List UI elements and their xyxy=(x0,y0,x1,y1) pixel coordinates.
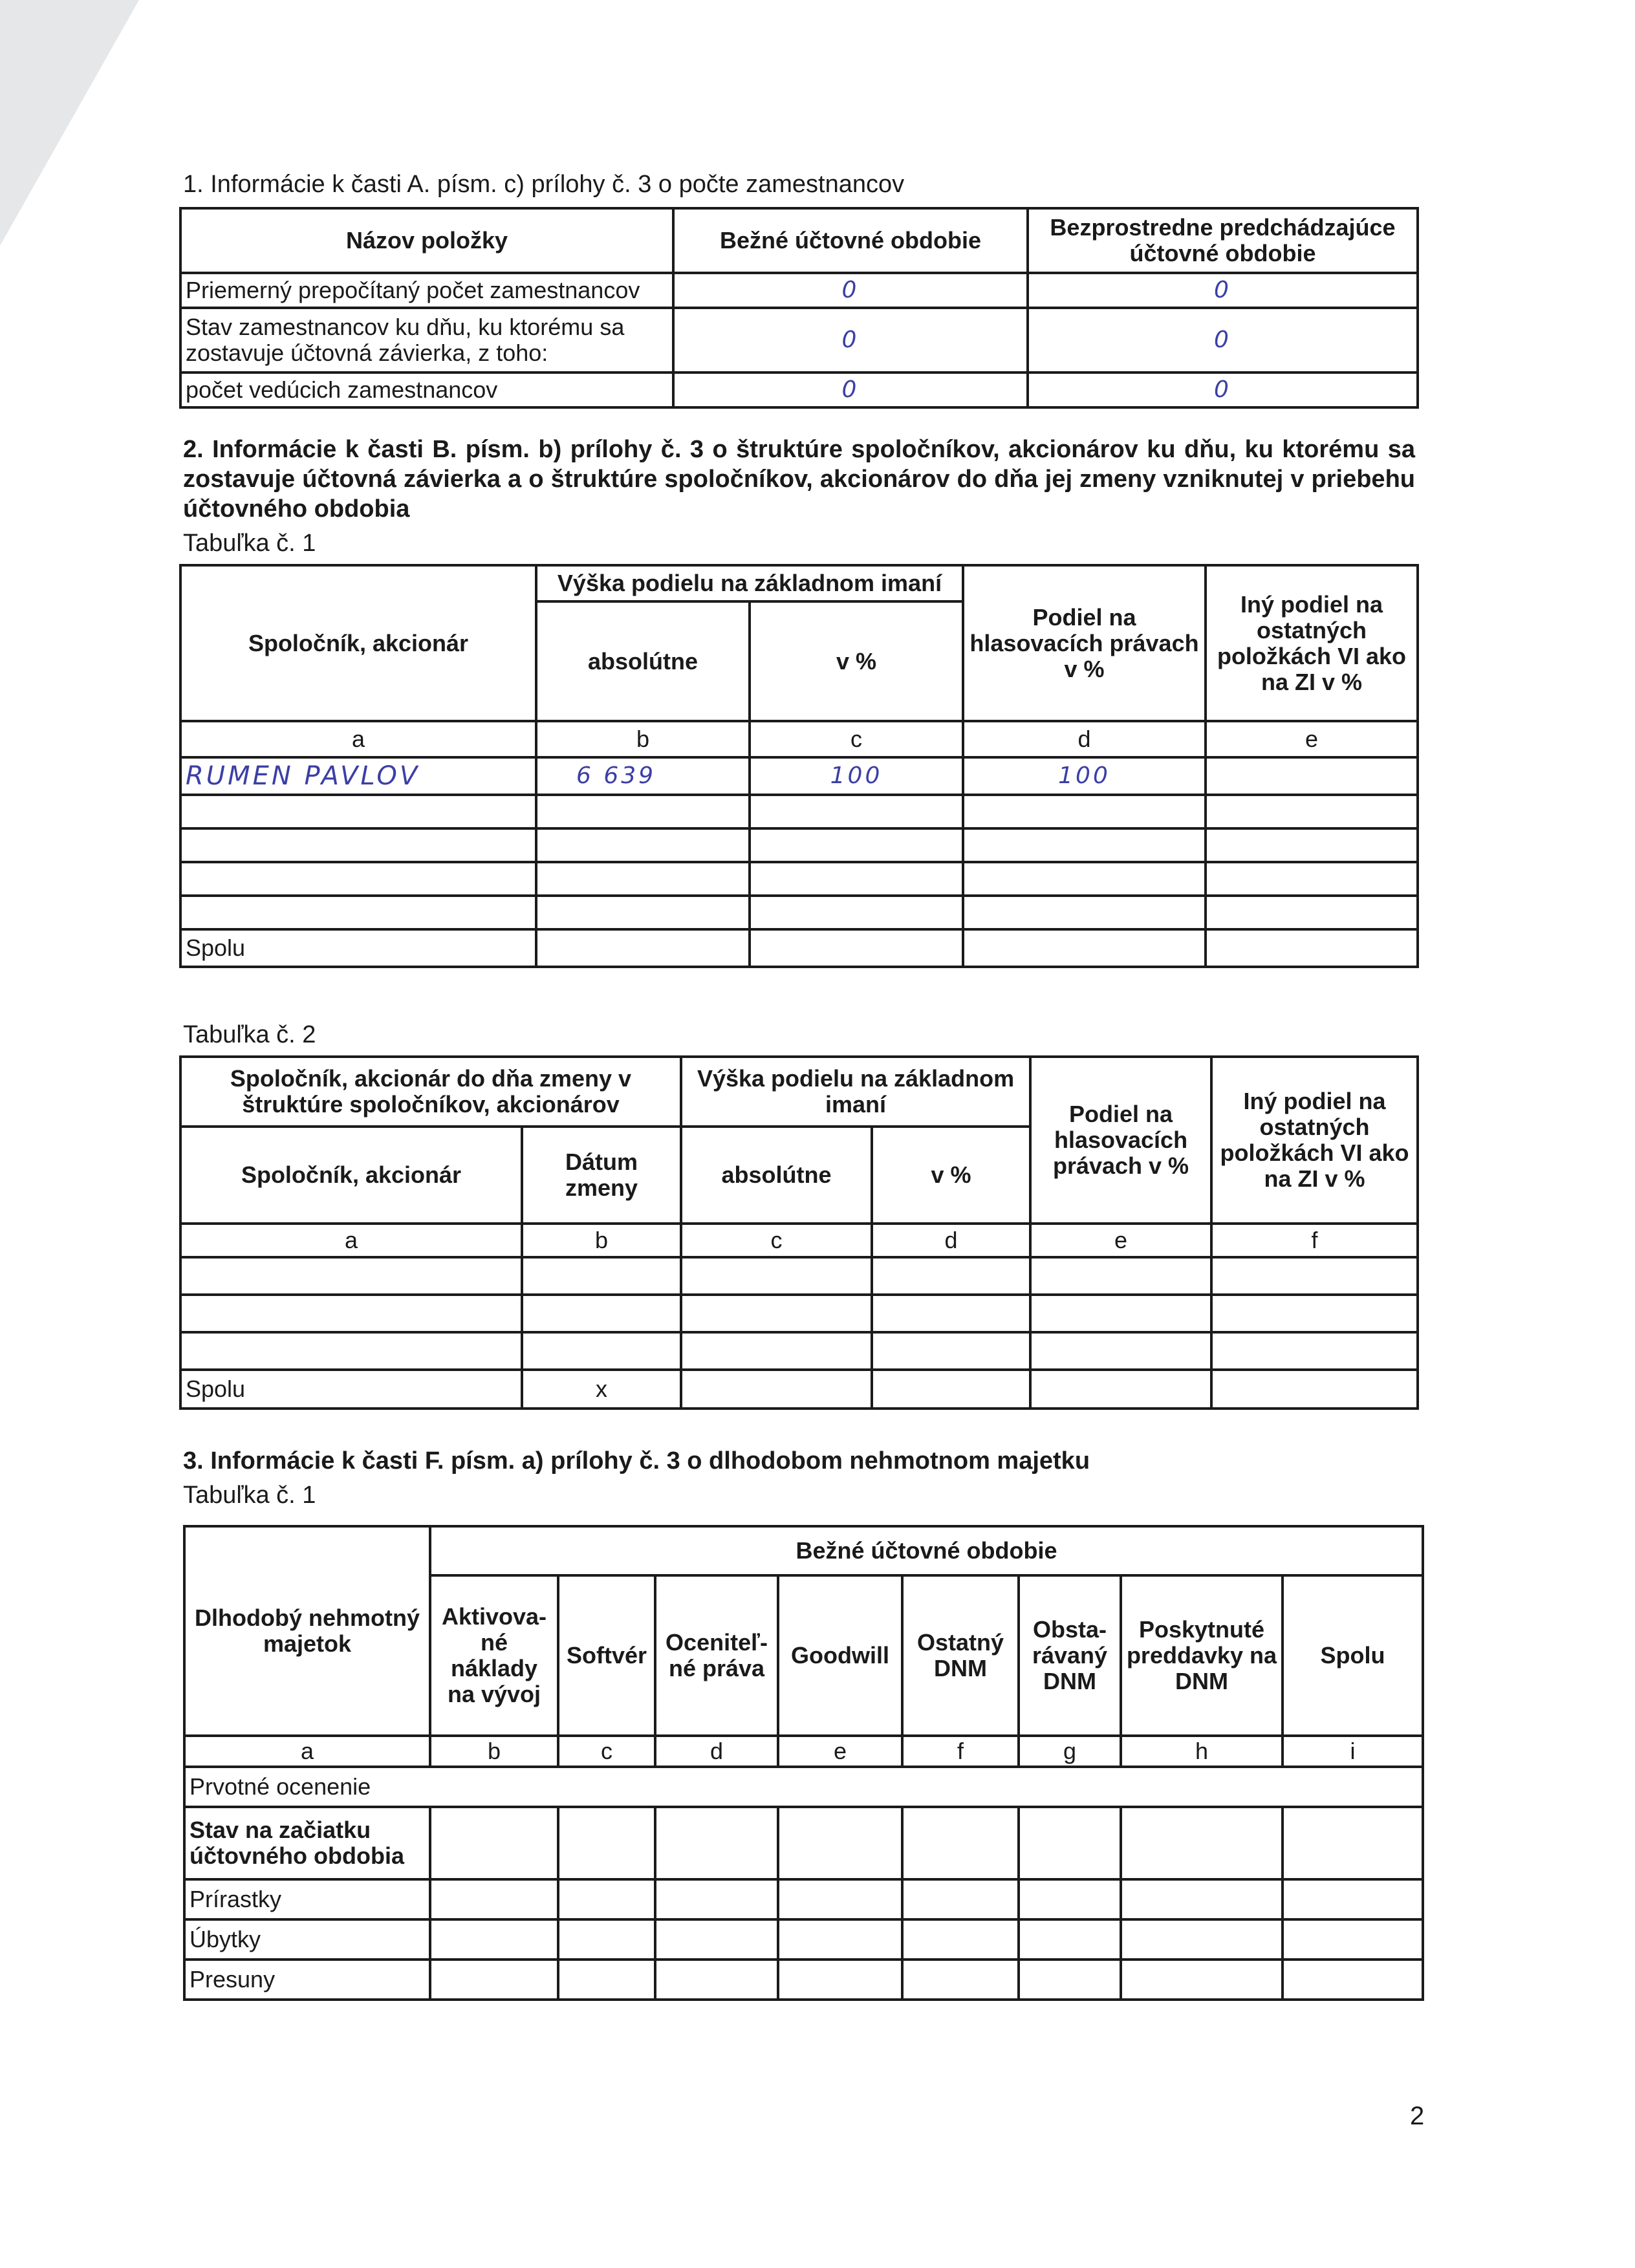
header-advances-dnm: Poskytnuté preddavky na DNM xyxy=(1121,1575,1283,1736)
table-row xyxy=(180,828,1418,862)
column-letter: a xyxy=(180,1224,522,1257)
handwritten-percent[interactable]: 100 xyxy=(750,757,963,795)
cell[interactable] xyxy=(778,1960,902,2000)
row-label: Stav na začiatku účtovného obdobia xyxy=(184,1807,430,1879)
cell[interactable] xyxy=(558,1919,655,1960)
header-current-period: Bežné účtovné obdobie xyxy=(673,208,1028,273)
cell[interactable] xyxy=(536,896,750,929)
header-absolute: absolútne xyxy=(681,1127,872,1224)
cell[interactable] xyxy=(522,1332,681,1370)
row-label: počet vedúcich zamestnancov xyxy=(180,373,673,407)
header-total: Spolu xyxy=(1283,1575,1423,1736)
cell[interactable] xyxy=(1283,1919,1423,1960)
cell[interactable] xyxy=(750,828,963,862)
handwritten-absolute[interactable]: 6 639 xyxy=(536,757,750,795)
cell[interactable] xyxy=(902,1960,1019,2000)
total-label: Spolu xyxy=(180,929,536,967)
cell[interactable] xyxy=(536,862,750,896)
cell[interactable] xyxy=(681,1257,872,1295)
page-number: 2 xyxy=(1410,2102,1425,2130)
table-row xyxy=(184,1879,1423,1919)
header-item-name: Názov položky xyxy=(180,208,673,273)
cell[interactable] xyxy=(655,1807,778,1879)
total-row xyxy=(180,929,1418,967)
handwritten-value[interactable]: 0 xyxy=(1028,373,1418,407)
total-label: Spolu xyxy=(180,1370,522,1409)
cell[interactable] xyxy=(1030,1370,1211,1409)
column-letter: i xyxy=(1283,1736,1423,1767)
section1-title: 1. Informácie k časti A. písm. c) prílohy č. 3 o počte zamestnancov xyxy=(183,171,905,198)
cell[interactable] xyxy=(180,896,536,929)
cell[interactable] xyxy=(1211,1295,1418,1332)
table-row xyxy=(184,1807,1423,1879)
table-row xyxy=(180,1295,1418,1332)
cell[interactable] xyxy=(750,929,963,967)
cell[interactable] xyxy=(1211,1332,1418,1370)
column-letter: c xyxy=(558,1736,655,1767)
table3-caption: Tabuľka č. 1 xyxy=(183,1482,316,1509)
cell[interactable] xyxy=(963,862,1206,896)
column-letter: b xyxy=(522,1224,681,1257)
cell[interactable] xyxy=(750,795,963,828)
header-intangible-asset: Dlhodobý nehmotný majetok xyxy=(184,1526,430,1736)
header-percent: v % xyxy=(872,1127,1030,1224)
cell[interactable] xyxy=(1019,1807,1121,1879)
cell[interactable] xyxy=(180,1295,522,1332)
cell[interactable] xyxy=(522,1295,681,1332)
header-voting: Podiel na hlasovacích právach v % xyxy=(963,565,1206,721)
row-label: Úbytky xyxy=(184,1919,430,1960)
table1-caption: Tabuľka č. 1 xyxy=(183,530,316,557)
table-row xyxy=(180,795,1418,828)
cell[interactable] xyxy=(963,929,1206,967)
cell[interactable] xyxy=(963,828,1206,862)
row-label: Presuny xyxy=(184,1960,430,2000)
table-row xyxy=(180,896,1418,929)
column-letter: f xyxy=(1211,1224,1418,1257)
shareholders-table-2 xyxy=(179,1055,1419,1410)
cell[interactable] xyxy=(180,1257,522,1295)
cell[interactable] xyxy=(1121,1960,1283,2000)
cell[interactable] xyxy=(902,1919,1019,1960)
cell[interactable] xyxy=(558,1807,655,1879)
cell[interactable] xyxy=(681,1332,872,1370)
column-letter: e xyxy=(1206,721,1418,757)
cell[interactable] xyxy=(430,1919,558,1960)
cell[interactable] xyxy=(655,1919,778,1960)
cell[interactable] xyxy=(1019,1960,1121,2000)
header-percent: v % xyxy=(750,601,963,721)
column-letter: d xyxy=(872,1224,1030,1257)
section-row-initial-valuation: Prvotné ocenenie xyxy=(184,1767,1423,1807)
handwritten-value[interactable]: 0 xyxy=(1028,308,1418,373)
cell[interactable] xyxy=(522,1257,681,1295)
column-letter: e xyxy=(778,1736,902,1767)
handwritten-value[interactable]: 0 xyxy=(673,273,1028,308)
cell[interactable] xyxy=(1019,1879,1121,1919)
cell[interactable] xyxy=(558,1960,655,2000)
cell[interactable] xyxy=(872,1257,1030,1295)
cell[interactable] xyxy=(872,1332,1030,1370)
header-absolute: absolútne xyxy=(536,601,750,721)
cell[interactable] xyxy=(1206,929,1418,967)
cell[interactable] xyxy=(1283,1807,1423,1879)
cell[interactable] xyxy=(180,828,536,862)
header-other-dnm: Ostatný DNM xyxy=(902,1575,1019,1736)
header-partner-group: Spoločník, akcionár do dňa zmeny v štruktúre spoločníkov, akcionárov xyxy=(180,1057,681,1127)
column-letter: g xyxy=(1019,1736,1121,1767)
header-other-share: Iný podiel na ostatných položkách VI ako na ZI v % xyxy=(1211,1057,1418,1224)
column-letter: c xyxy=(681,1224,872,1257)
cell[interactable] xyxy=(1206,896,1418,929)
cell[interactable] xyxy=(1030,1257,1211,1295)
cell[interactable] xyxy=(1030,1332,1211,1370)
column-letter: d xyxy=(655,1736,778,1767)
cell[interactable] xyxy=(778,1807,902,1879)
cell[interactable] xyxy=(1283,1879,1423,1919)
row-label: Prírastky xyxy=(184,1879,430,1919)
folded-corner xyxy=(0,0,139,246)
cell[interactable] xyxy=(1121,1919,1283,1960)
header-other-share: Iný podiel na ostatných položkách VI ako na ZI v % xyxy=(1206,565,1418,721)
shareholders-table-1 xyxy=(179,564,1419,968)
cell[interactable] xyxy=(681,1295,872,1332)
handwritten-value[interactable]: 0 xyxy=(673,308,1028,373)
handwritten-value[interactable]: 0 xyxy=(673,373,1028,407)
column-letter: e xyxy=(1030,1224,1211,1257)
cell[interactable] xyxy=(963,795,1206,828)
employees-table xyxy=(179,207,1419,409)
intangible-assets-table xyxy=(183,1525,1424,2001)
cell[interactable] xyxy=(750,896,963,929)
cell[interactable] xyxy=(180,795,536,828)
section3-title: 3. Informácie k časti F. písm. a) prílohy č. 3 o dlhodobom nehmotnom majetku xyxy=(183,1447,1090,1474)
header-current-period: Bežné účtovné obdobie xyxy=(430,1526,1423,1575)
handwritten-voting[interactable]: 100 xyxy=(963,757,1206,795)
table-row xyxy=(180,1332,1418,1370)
column-letter: h xyxy=(1121,1736,1283,1767)
cell[interactable] xyxy=(902,1879,1019,1919)
header-share-group: Výška podielu na základnom imaní xyxy=(681,1057,1030,1127)
cell[interactable] xyxy=(536,795,750,828)
handwritten-partner-name[interactable]: RUMEN PAVLOV xyxy=(180,757,536,795)
total-row xyxy=(180,1370,1418,1409)
header-partner: Spoločník, akcionár xyxy=(180,565,536,721)
table-row xyxy=(180,1257,1418,1295)
cell[interactable] xyxy=(655,1960,778,2000)
cell[interactable] xyxy=(180,862,536,896)
header-software: Softvér xyxy=(558,1575,655,1736)
cell[interactable] xyxy=(180,1332,522,1370)
cell[interactable] xyxy=(558,1879,655,1919)
cell[interactable] xyxy=(1121,1879,1283,1919)
cell[interactable] xyxy=(430,1807,558,1879)
cell[interactable] xyxy=(1211,1257,1418,1295)
header-voting: Podiel na hlasovacích právach v % xyxy=(1030,1057,1211,1224)
cell[interactable] xyxy=(1030,1295,1211,1332)
header-partner: Spoločník, akcionár xyxy=(180,1127,522,1224)
cell[interactable] xyxy=(872,1370,1030,1409)
column-letter: f xyxy=(902,1736,1019,1767)
table-row xyxy=(184,1960,1423,2000)
cell[interactable] xyxy=(872,1295,1030,1332)
column-letter: b xyxy=(430,1736,558,1767)
row-label: Stav zamestnancov ku dňu, ku ktorému sa zostavuje účtovná závierka, z toho: xyxy=(180,308,673,373)
header-valuable-rights: Oceniteľ-né práva xyxy=(655,1575,778,1736)
column-letter: b xyxy=(536,721,750,757)
cell[interactable] xyxy=(430,1960,558,2000)
header-previous-period: Bezprostredne predchádzajúce účtovné obdobie xyxy=(1028,208,1418,273)
cell[interactable] xyxy=(1206,862,1418,896)
column-letter: c xyxy=(750,721,963,757)
cell[interactable] xyxy=(536,828,750,862)
cell[interactable] xyxy=(778,1919,902,1960)
table-row xyxy=(180,757,1418,795)
cell[interactable] xyxy=(1283,1960,1423,2000)
cell[interactable] xyxy=(778,1879,902,1919)
cell[interactable] xyxy=(1019,1919,1121,1960)
total-date-x: x xyxy=(522,1370,681,1409)
cell[interactable] xyxy=(1211,1370,1418,1409)
cell[interactable] xyxy=(1206,795,1418,828)
column-letter: a xyxy=(184,1736,430,1767)
section2-title: 2. Informácie k časti B. písm. b) prílohy č. 3 o štruktúre spoločníkov, akcionárov ku dňu, ku ktorému sa zostavuje účtovná závierka a o štruktúre spoločníkov, akcionárov do dňa jej zmeny vzniknutej v priebehu účtovného obdobia xyxy=(183,436,1415,523)
handwritten-value[interactable]: 0 xyxy=(1028,273,1418,308)
cell[interactable] xyxy=(681,1370,872,1409)
cell[interactable] xyxy=(1121,1807,1283,1879)
cell-other[interactable] xyxy=(1206,757,1418,795)
cell[interactable] xyxy=(536,929,750,967)
cell[interactable] xyxy=(750,862,963,896)
column-letter: d xyxy=(963,721,1206,757)
cell[interactable] xyxy=(902,1807,1019,1879)
cell[interactable] xyxy=(655,1879,778,1919)
header-date: Dátum zmeny xyxy=(522,1127,681,1224)
header-acquired-dnm: Obsta-rávaný DNM xyxy=(1019,1575,1121,1736)
cell[interactable] xyxy=(1206,828,1418,862)
row-label: Priemerný prepočítaný počet zamestnancov xyxy=(180,273,673,308)
header-share-group: Výška podielu na základnom imaní xyxy=(536,565,963,601)
table-row xyxy=(180,862,1418,896)
cell[interactable] xyxy=(430,1879,558,1919)
header-goodwill: Goodwill xyxy=(778,1575,902,1736)
column-letter: a xyxy=(180,721,536,757)
table2-caption: Tabuľka č. 2 xyxy=(183,1021,316,1048)
header-dev-costs: Aktivova-né náklady na vývoj xyxy=(430,1575,558,1736)
cell[interactable] xyxy=(963,896,1206,929)
table-row xyxy=(184,1919,1423,1960)
